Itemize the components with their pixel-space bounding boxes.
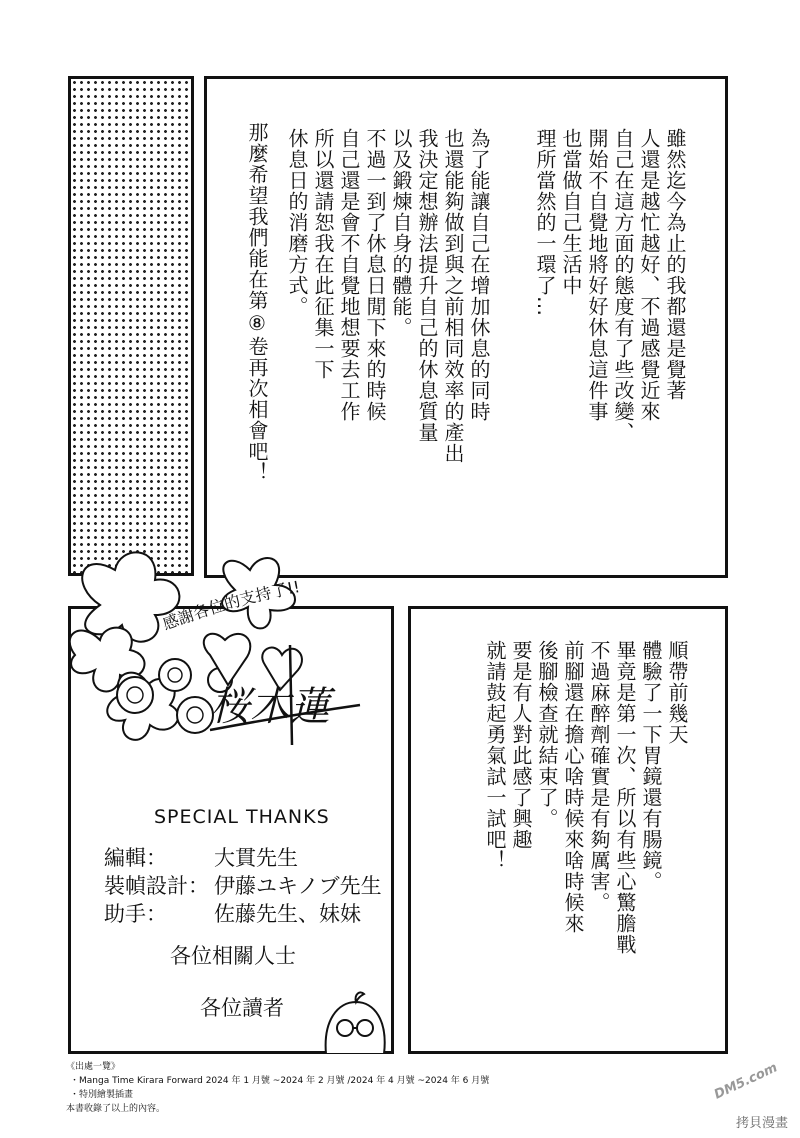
- credit-row: [104, 842, 298, 872]
- text-line: 休息日的消磨方式。: [285, 128, 309, 317]
- credit-name: 大貫先生: [214, 846, 298, 870]
- text-line: 順帶前幾天: [665, 640, 689, 745]
- mascot-illustration: [318, 990, 392, 1054]
- watermark-text: 拷貝漫畫: [736, 1116, 789, 1131]
- author-signature: 桜木蓮: [210, 684, 330, 730]
- footnote-line: ・Manga Time Kirara Forward 2024 年 1 月號 ~2024 年 2 月號 /2024 年 4 月號 ~2024 年 6 月號: [70, 1076, 490, 1086]
- text-line: 我決定想辦法提升自己的休息質量: [415, 128, 439, 443]
- text-line: 自己在這方面的態度有了些改變、: [611, 128, 635, 443]
- text-line: 不過麻醉劑確實是有夠厲害。: [587, 640, 611, 913]
- text-line: 雖然迄今為止的我都還是覺著: [663, 128, 687, 401]
- text-line: 就請鼓起勇氣試一試吧！: [483, 640, 507, 871]
- text-line: 以及鍛煉自身的體能。: [389, 128, 413, 338]
- credit-name: 伊藤ユキノブ先生: [214, 874, 382, 898]
- afterword-text-middle: [284, 128, 492, 464]
- afterword-text-right: [532, 128, 688, 443]
- text-line: 體驗了一下胃鏡還有腸鏡。: [639, 640, 663, 892]
- afterword-text-bottom: [482, 640, 690, 955]
- credit-role: 助手：: [104, 902, 167, 926]
- footnote-line: 本書收錄了以上的內容。: [66, 1104, 166, 1114]
- text-line: 前腳還在擔心啥時候來啥時候來: [561, 640, 585, 934]
- watermark-logo: DM5.com: [712, 1060, 780, 1103]
- credit-name: 佐藤先生、妹妹: [214, 902, 361, 926]
- credit-row: [104, 870, 382, 900]
- clover-illustration: [60, 545, 420, 795]
- text-line: 後腳檢查就結束了。: [535, 640, 559, 829]
- screentone-panel: [68, 76, 194, 576]
- text-line: 也還能夠做到與之前相同效率的產出: [441, 128, 465, 464]
- credits-title: SPECIAL THANKS: [154, 806, 330, 828]
- text-line: 也當做自己生活中: [559, 128, 583, 296]
- credit-row: [104, 898, 361, 928]
- text-line: 人還是越忙越好、不過感覺近來: [637, 128, 661, 422]
- credit-related-people: 各位相關人士: [170, 944, 296, 968]
- credit-role: 編輯：: [104, 846, 167, 870]
- text-line: 畢竟是第一次、所以有些心驚膽戰: [613, 640, 637, 955]
- text-line: 那麼希望我們能在第⑧卷再次相會吧！: [245, 122, 269, 483]
- text-line: 要是有人對此感了興趣: [509, 640, 533, 850]
- text-line: 不過一到了休息日閒下來的時候: [363, 128, 387, 422]
- credit-role: 裝幀設計：: [104, 874, 209, 898]
- text-line: 自己還是會不自覺地想要去工作: [337, 128, 361, 422]
- text-line: 為了能讓自己在增加休息的同時: [467, 128, 491, 422]
- afterword-text-left: [244, 122, 270, 483]
- footnote-line: 《出處一覽》: [66, 1062, 121, 1072]
- text-line: 理所當然的一環了…: [533, 128, 557, 317]
- thanks-banner: 感謝各位的支持了!!: [160, 577, 302, 634]
- text-line: 開始不自覺地將好好休息這件事: [585, 128, 609, 422]
- footnote-line: ・特別繪製插畫: [70, 1090, 134, 1100]
- credits-block: [154, 806, 330, 828]
- credit-readers: 各位讀者: [200, 996, 284, 1020]
- text-line: 所以還請恕我在此征集一下: [311, 128, 335, 380]
